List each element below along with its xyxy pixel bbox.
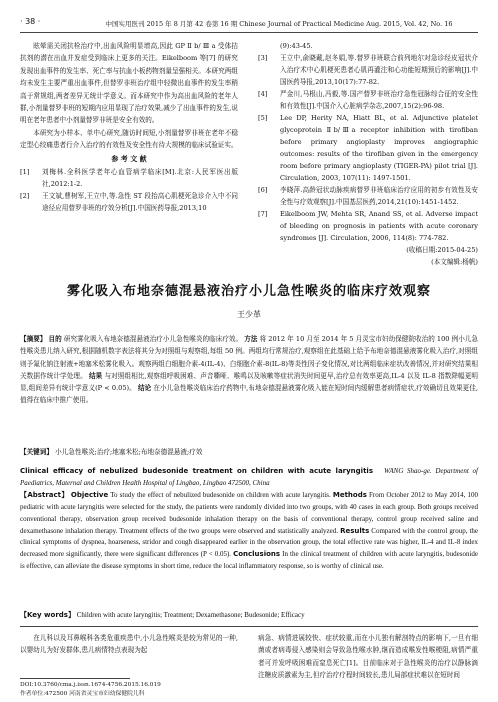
journal-info: 中国实用医刊 2015 年 8 月第 42 卷第 16 期 Chinese Journal of Practical Medicine Aug. 2015, Vol. 42, No. 16 (105, 20, 453, 28)
abstract-cn: 【摘要】 目的 研究雾化吸入布地奈德混悬液治疗小儿急性喉炎的临床疗效。 方法 将 2012 年 10 月至 2014 年 5 月灵宝市妇幼保健院收治的 100 例小儿急性喉炎患儿纳入研究,根据随机数字表法将其分为对照组与观察组,每组 50 例。两组均行常规治疗,观察组在此基础上给予布地奈德混悬液雾化吸入治疗,对照组则予氟化钠注射液+地塞米松雾化吸入。观察两组白细胞介素-4(IL-4)、白细胞介素-8(IL-8)等炎性因子变化情况,对比两组临床症状改善情况,并对研究结果相关数据作统计学处理。 结果 与对照组相比,观察组呼吸困难、声音嘶哑、喉鸣以及咳嗽等症状消失时间更早,治疗总有效率更高,IL-4 以及 IL-8 指数降幅更明显,组间差异有统计学意义(P < 0.05)。 结论 在小儿急性喉炎临床治疗药物中,布地奈德混悬液雾化吸入能在短时间内缓解患者病情症状,疗效确切且效果更佳,值得在临床中推广使用。 (20, 335, 479, 405)
references-heading: 参 考 文 献 (111, 154, 147, 163)
reference-item: [5] Lee DP, Herity NA, Hiatt BL, et al. Adjunctive platelet glycoprotein Ⅱb/Ⅲa receptor inhibition with tirofiban before primary angioplasty improves angiographic outcomes: results of the tirofiban given in the emergency room before primary angioplasty (TIGER-PA) pilot trial [J]. Circulation, 2003, 107(11): 1497-1501. (258, 114, 478, 182)
article-title: 雾化吸入布地奈德混悬液治疗小儿急性喉炎的临床疗效观察 (66, 284, 431, 299)
section-divider (20, 626, 478, 627)
received-date: (收稿日期:2015-04-25) (406, 246, 478, 254)
reference-item: [7] Eikelboom JW, Mehta SR, Anand SS, et al. Adverse impact of bleeding on prognosis in patients with acute coronary syndromes [J]. Circulation, 2006, 114(8): 774-782. (258, 210, 478, 242)
reference-item: [6] 李晓萍.高龄冠状动脉疾病替罗非班临床治疗应用的初步有效性及安全性与疗效观察[J].中国基层医药,2014,21(10):1451-1452. (258, 186, 478, 206)
keywords-en: 【Key words】 Children with acute laryngitis; Treatment; Dexamethasone; Budesonide; Efficacy (20, 611, 305, 619)
body-paragraph: 在儿科以及耳鼻喉科各类危重疾患中,小儿急性喉炎是较为常见的一种,以婴幼儿为好发群体,患儿病情特点表现为起 (20, 634, 238, 655)
body-paragraph: 眩晕需关闭抗栓治疗中,出血风险明显增高,因此 GP Ⅱ b/ Ⅲ a 受体拮抗剂的潜在出血并发症受到临床上更多的关注。Eikelboom 等[7] 的研究发现出血事件的发生率、死亡率与抗血小板药物剂量呈强相关。本研究两组均未发生主要严重出血事件,但替罗非班治疗组中轻微出血事件的发生率稍高于常规组,两者差异无统计学意义。而本研究中作为高出血风险的老年人群,小剂量替罗非班的短期内应用显现了治疗效果,减少了出血事件的发生,说明在老年患者中小剂量替罗非班是安全有效的。 (20, 42, 238, 125)
body-left (20, 632, 238, 657)
left-column (20, 40, 238, 214)
reference-item: [2] 王文斌,曹树军,王立中,等.急性 ST 段抬高心肌梗死急诊介入中不同途径应用替罗非班的疗效分析[J].中国医药导报,2013,10 (20, 192, 238, 213)
doi: DOI:10.3760/cma.j.issn.1674-4756.2015.16.019 (20, 682, 161, 688)
footnote-rule (20, 678, 130, 679)
article-author: 王少革 (237, 310, 261, 319)
running-header (20, 14, 478, 33)
body-paragraph: 病急、病情进展较快、症状较重,而在小儿独有解剖特点的影响下,一旦有细菌或者病毒侵入感染则会导致急性喉水肿,继而造成喉发性喉梗阻,病情严重者可并发呼吸困难而窒息死亡[1]。目前临床对于急性喉炎的治疗以静脉滴注糖皮质激素为主,但疗治疗疗程时间较长,患儿局部症状难以在短时间 (258, 634, 478, 680)
abstract-en: Clinical efficacy of nebulized budesonide treatment on children with acute laryngitis WANG Shao-ge. Department of Paediatrics, Maternal and Children Health Hospital of Lingbao, Lingbao 472500, China 【Abstract】 Objective To study the effect of nebulized budesonide on children with acute laryngitis. Methods From October 2012 to May 2014, 100 pediatric with acute laryngitis were selected for the study, the patients were randomly divided into two groups, with 40 cases in each group. Both groups received conventional therapy, observation group received budesonide inhalation therapy on the basis of conventional therapy, control group received saline and dexamethasone inhalation therapy. Treatment effects of the two groups were observed and statistically analyzed. Results Compared with the control group, the clinical symptoms of dyspnea, hoarseness, stridor and cough disappeared earlier in the observation group, the total effective rate was higher, IL-4 and IL-8 index decreased more significantly, there were significant differences (P < 0.05). Conclusions In the clinical treatment of children with acute laryngitis, budesonide is effective, can alleviate the disease symptoms in short time, reduce the local inflammatory response, so is worthy of clinical use. (20, 467, 479, 571)
right-column (258, 40, 478, 269)
english-author: WANG Shao-ge. Department of Paediatrics, Maternal and Children Health Hospital of Lingbao, Lingbao 472500, China (20, 467, 478, 487)
english-title: Clinical efficacy of nebulized budesonide treatment on children with acute laryngitis (20, 467, 373, 475)
reference-item: (9):43-45. (280, 42, 313, 50)
author-affiliation: 作者单位:472500 河南省灵宝市妇幼保健院儿科 (20, 691, 145, 697)
reference-item: [4] 严金川,马根山,冯毅,等.国产替罗非班治疗急性冠脉综合征的安全性和有效性[J].中国介入心脏病学杂志,2007,15(2):96-98. (258, 90, 478, 110)
keywords-cn: 【关键词】 小儿急性喉炎;治疗;地塞米松;布地奈德混悬液;疗效 (20, 448, 203, 456)
reference-item: [1] 刘梅林.全科医学老年心血管病学临床[M].北京:人民军医出版社,2012:1-2. (20, 168, 238, 189)
page-number: · 38 · (20, 17, 41, 26)
body-paragraph: 本研究为小样本、单中心研究,随访时间短,小剂量替罗非班在老年不稳定型心绞痛患者行介入治疗的有效性及安全性有待大规模的临床试验证实。 (20, 128, 238, 150)
reference-item: [3] 王立中,俞晓戴,赵冬娟,等.替罗非班联合前列地尔对急诊经皮冠状介入治疗术中心肌梗死患者心肌再灌注和心功能短期预后的影响[J].中国医药导报,2013,10(17):77-82. (258, 54, 478, 86)
editor-note: (本文编辑:杨帆) (431, 258, 478, 267)
body-right (258, 632, 478, 682)
